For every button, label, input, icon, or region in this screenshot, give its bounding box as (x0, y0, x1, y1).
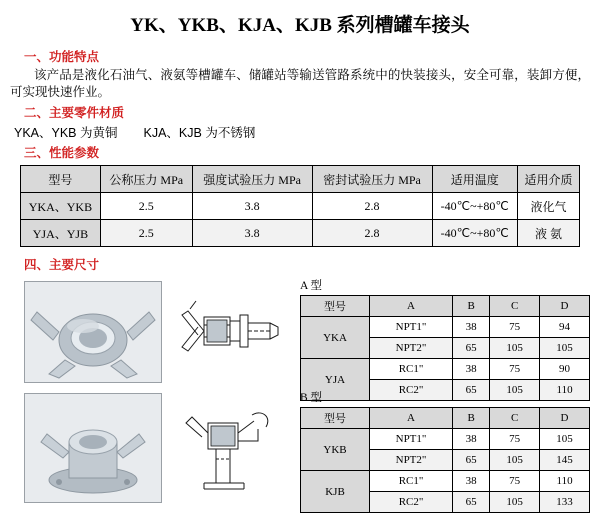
dim-table-a-block (300, 277, 590, 401)
cell-d: 94 (540, 317, 590, 338)
cell-a: NPT1" (370, 429, 453, 450)
col-header-a: A (370, 296, 453, 317)
cell-seal-test-pressure: 2.8 (312, 220, 432, 247)
cell-a: NPT2" (370, 338, 453, 359)
section-heading-dimensions: 四、主要尺寸 (24, 258, 100, 272)
figure-photo-type-a (24, 281, 162, 383)
col-header-c: C (490, 296, 540, 317)
cell-c: 105 (490, 380, 540, 401)
cell-a: NPT1" (370, 317, 453, 338)
material-brass-text: YKA、YKB 为黄铜 (14, 126, 118, 140)
coupler-drawing-a-graphic (174, 281, 284, 381)
cell-c: 75 (490, 471, 540, 492)
dim-table-b-block (300, 389, 590, 513)
section-heading-features: 一、功能特点 (24, 50, 100, 64)
cell-b: 38 (453, 471, 490, 492)
cell-nominal-pressure: 2.5 (100, 193, 192, 220)
cell-model: KJB (301, 471, 370, 513)
cell-b: 65 (453, 492, 490, 513)
coupler-photo-b-graphic (25, 394, 161, 502)
cell-seal-test-pressure: 2.8 (312, 193, 432, 220)
cell-b: 65 (453, 450, 490, 471)
table-row (301, 429, 590, 450)
features-paragraph: 该产品是液化石油气、液氨等槽罐车、储罐站等输送管路系统中的快装接头，安全可靠，装卸方便，可实现快速作业。 (10, 68, 590, 99)
cell-medium: 液 氨 (518, 220, 580, 247)
col-header-seal-test-pressure: 密封试验压力 MPa (312, 166, 432, 193)
cell-d: 110 (540, 380, 590, 401)
cell-medium: 液化气 (518, 193, 580, 220)
cell-temperature: -40℃~+80℃ (432, 193, 518, 220)
col-header-a: A (370, 408, 453, 429)
material-steel-text: KJA、KJB 为不锈钢 (143, 126, 256, 140)
cell-model: YJA (301, 359, 370, 401)
page-title: YK、YKB、KJA、KJB 系列槽罐车接头 (130, 15, 470, 36)
cell-a: RC2" (370, 380, 453, 401)
section-heading-material: 二、主要零件材质 (24, 106, 125, 120)
col-header-c: C (490, 408, 540, 429)
col-header-model: 型号 (301, 408, 370, 429)
cell-d: 133 (540, 492, 590, 513)
figure-drawing-type-b (174, 393, 284, 501)
col-header-nominal-pressure: 公称压力 MPa (100, 166, 192, 193)
cell-b: 38 (453, 359, 490, 380)
cell-a: RC1" (370, 359, 453, 380)
cell-model: YJA、YJB (21, 220, 101, 247)
cell-a: NPT2" (370, 450, 453, 471)
dim-table-a-label: A 型 (300, 280, 323, 292)
cell-b: 38 (453, 317, 490, 338)
figure-photo-type-b (24, 393, 162, 503)
cell-a: RC2" (370, 492, 453, 513)
cell-c: 75 (490, 429, 540, 450)
table-row (301, 317, 590, 338)
cell-d: 90 (540, 359, 590, 380)
material-line (14, 123, 590, 141)
cell-c: 105 (490, 450, 540, 471)
coupler-photo-a-graphic (25, 282, 161, 382)
cell-b: 65 (453, 380, 490, 401)
col-header-temperature: 适用温度 (432, 166, 518, 193)
cell-a: RC1" (370, 471, 453, 492)
col-header-medium: 适用介质 (518, 166, 580, 193)
col-header-model: 型号 (21, 166, 101, 193)
cell-b: 65 (453, 338, 490, 359)
cell-model: YKA (301, 317, 370, 359)
cell-model: YKA、YKB (21, 193, 101, 220)
cell-model: YKB (301, 429, 370, 471)
cell-c: 75 (490, 317, 540, 338)
col-header-d: D (540, 296, 590, 317)
cell-b: 38 (453, 429, 490, 450)
col-header-b: B (453, 296, 490, 317)
cell-d: 145 (540, 450, 590, 471)
table-row (21, 220, 580, 247)
cell-nominal-pressure: 2.5 (100, 220, 192, 247)
performance-table (20, 165, 580, 247)
cell-d: 105 (540, 338, 590, 359)
table-row (21, 193, 580, 220)
section-heading-performance: 三、性能参数 (24, 146, 100, 160)
coupler-drawing-b-graphic (174, 393, 284, 501)
dimension-table-a (300, 295, 590, 401)
cell-c: 75 (490, 359, 540, 380)
table-header-row (301, 296, 590, 317)
cell-c: 105 (490, 492, 540, 513)
table-header-row (301, 408, 590, 429)
dimensions-area (10, 277, 590, 527)
col-header-b: B (453, 408, 490, 429)
cell-d: 105 (540, 429, 590, 450)
cell-strength-test-pressure: 3.8 (192, 193, 312, 220)
table-row (301, 359, 590, 380)
col-header-strength-test-pressure: 强度试验压力 MPa (192, 166, 312, 193)
dim-table-b-label: B 型 (300, 392, 323, 404)
table-row (301, 471, 590, 492)
cell-temperature: -40℃~+80℃ (432, 220, 518, 247)
dimension-table-b (300, 407, 590, 513)
table-header-row (21, 166, 580, 193)
col-header-model: 型号 (301, 296, 370, 317)
cell-d: 110 (540, 471, 590, 492)
cell-strength-test-pressure: 3.8 (192, 220, 312, 247)
col-header-d: D (540, 408, 590, 429)
figure-drawing-type-a (174, 281, 284, 381)
cell-c: 105 (490, 338, 540, 359)
